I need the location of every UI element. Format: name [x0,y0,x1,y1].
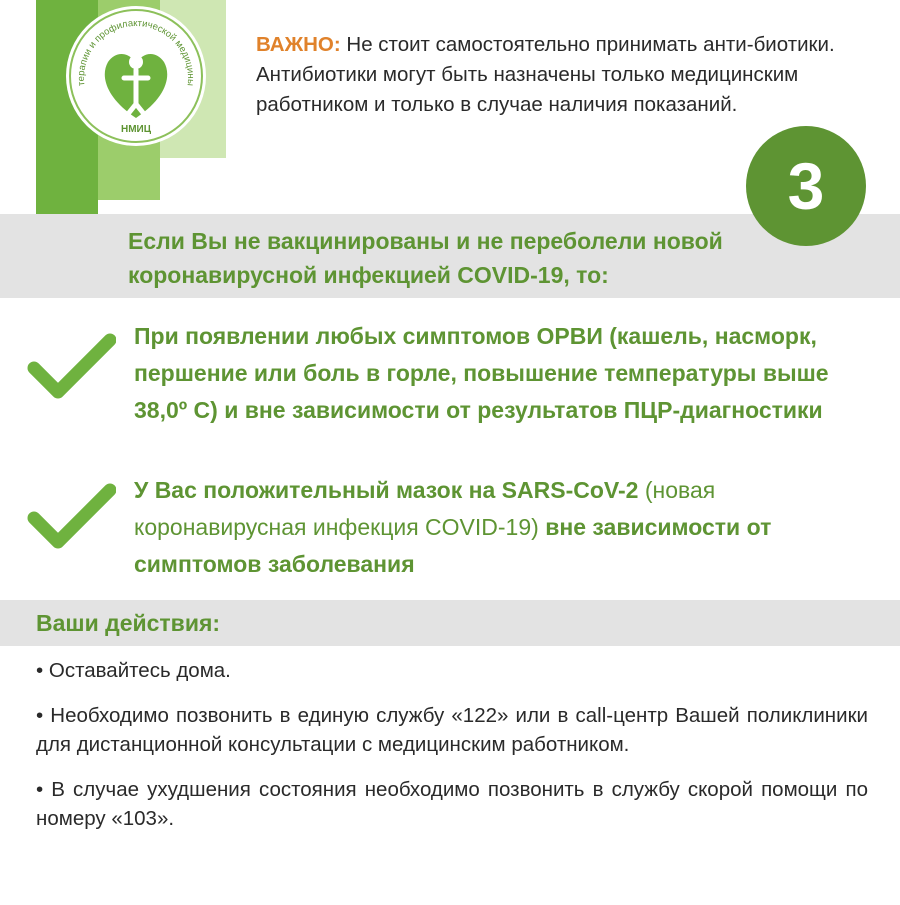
actions-list [36,656,868,849]
important-label: ВАЖНО: [256,33,341,56]
logo-bottom-text: НМИЦ [120,124,152,135]
checkmark-icon [26,480,116,552]
section-title: Если Вы не вакцинированы и не переболели новой коронавирусной инфекцией COVID-19, то: [128,228,723,288]
action-item-stay-home: • Оставайтесь дома. [36,659,231,682]
condition-positive-bold: У Вас положительный мазок на SARS-CoV-2 [134,477,639,503]
logo-arc-text: терапии и профилактической медицины [75,17,197,87]
section-number-badge: 3 [746,126,866,246]
condition-positive-test [134,472,864,583]
condition-positive-bold-end: вне зависимости от симптомов заболевания [134,514,772,577]
logo-emblem [66,6,206,146]
condition-symptoms: При появлении любых симптомов ОРВИ (кашель, насморк, першение или боль в горле, повышение температуры выше 38,0º С) и вне зависимости от результатов ПЦР-диагностики [134,323,829,423]
actions-title: Ваши действия: [36,610,221,636]
action-item-call-122: • Необходимо позвонить в единую службу «122» или в call-центр Вашей поликлиники для дистанционной консультации с медицинским работником. [36,704,868,756]
important-text: Не стоит самостоятельно принимать анти-биотики. Антибиотики могут быть назначены только медицинским работником и только в случае наличия показаний. [256,33,835,116]
checkmark-icon [26,330,116,402]
logo [66,6,206,146]
important-note [256,30,876,120]
action-item-call-103: • В случае ухудшения состояния необходимо позвонить в службу скорой помощи по номеру «103». [36,778,868,830]
condition-positive-normal: (новая коронавирусная инфекция COVID-19) [134,477,716,540]
